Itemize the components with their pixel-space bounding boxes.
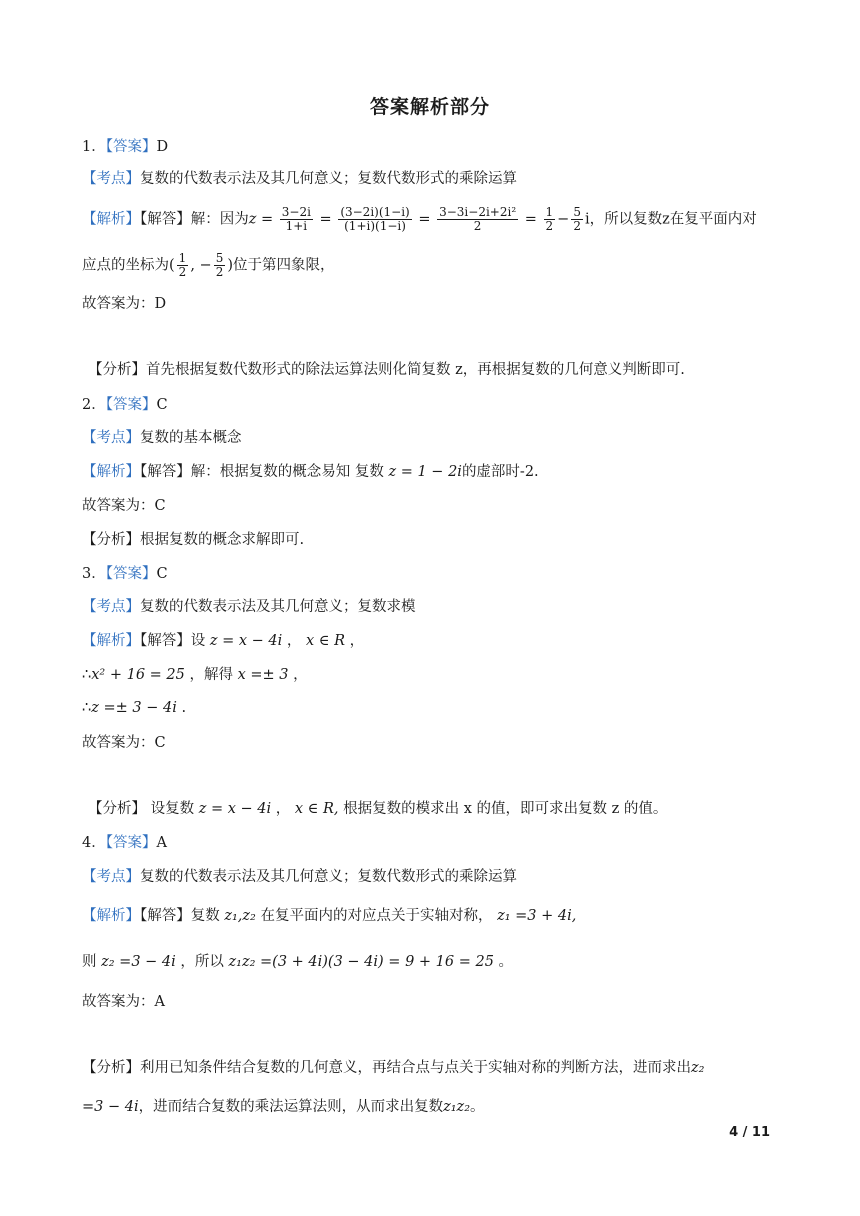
- q4-answer-line: 4．【答案】A: [82, 835, 167, 851]
- page-number: 4 / 11: [729, 1125, 770, 1140]
- q3-analysis: 【分析】 设复数 z = x − 4i ， x ∈ R, 根据复数的模求出 x 的值，即可求出复数 z 的值。: [88, 801, 668, 817]
- q1-solution-line1: 【解析】【解答】解：因为z = $\frac{3-2i}{1+i}$ = $\frac{(3-2i)(1-i)}{(1+i)(1-i)}$ = $\frac{\text{3−3i−2i+2i²}}{2}$ = $\frac{1}{2}$ − $\frac{5}{2}$ i，所以复数z在复平面内对: [82, 205, 757, 233]
- q4-analysis-line2: =3 − 4i，进而结合复数的乘法运算法则，从而求出复数z₁z₂。: [82, 1099, 485, 1115]
- q4-solution-line2: 则 z₂ =3 − 4i ，所以 z₁z₂ =(3 + 4i)(3 − 4i) = 9 + 16 = 25 。: [82, 954, 514, 970]
- q2-solution: 【解析】【解答】解：根据复数的概念易知 复数 z = 1 − 2i的虚部时-2.: [82, 464, 539, 480]
- q1-answer-line: 1．【答案】D: [82, 139, 169, 155]
- q2-analysis: 【分析】根据复数的概念求解即可.: [82, 532, 305, 548]
- q2-answer-line: 2．【答案】C: [82, 397, 168, 413]
- q3-solution-line2: ∴x² + 16 = 25 ，解得 x =± 3 ，: [82, 667, 308, 683]
- q2-knowledge-point: 【考点】复数的基本概念: [82, 430, 242, 446]
- q3-answer-line: 3．【答案】C: [82, 566, 168, 582]
- q1-solution-line2: 应点的坐标为( $\frac{1}{2}$ , − $\frac{5}{2}$ )位于第四象限，: [82, 251, 335, 279]
- q1-knowledge-point: 【考点】复数的代数表示法及其几何意义；复数代数形式的乘除运算: [82, 171, 517, 187]
- q4-final: 故答案为：A: [82, 994, 165, 1010]
- q4-analysis-line1: 【分析】利用已知条件结合复数的几何意义，再结合点与点关于实轴对称的判断方法，进而求出z₂: [82, 1060, 705, 1076]
- q3-knowledge-point: 【考点】复数的代数表示法及其几何意义；复数求模: [82, 599, 416, 615]
- q3-solution-line3: ∴z =± 3 − 4i .: [82, 700, 187, 716]
- q3-final: 故答案为：C: [82, 735, 166, 751]
- q1-final: 故答案为：D: [82, 296, 167, 312]
- q4-solution-line1: 【解析】【解答】复数 z₁,z₂ 在复平面内的对应点关于实轴对称， z₁ =3 + 4i,: [82, 908, 577, 924]
- q3-solution-line1: 【解析】【解答】设 z = x − 4i ， x ∈ R ，: [82, 633, 365, 649]
- q2-final: 故答案为：C: [82, 498, 166, 514]
- q1-analysis: 【分析】首先根据复数代数形式的除法运算法则化简复数 z，再根据复数的几何意义判断即可.: [88, 362, 685, 378]
- page-title: 答案解析部分: [369, 96, 490, 118]
- q4-knowledge-point: 【考点】复数的代数表示法及其几何意义；复数代数形式的乘除运算: [82, 869, 517, 885]
